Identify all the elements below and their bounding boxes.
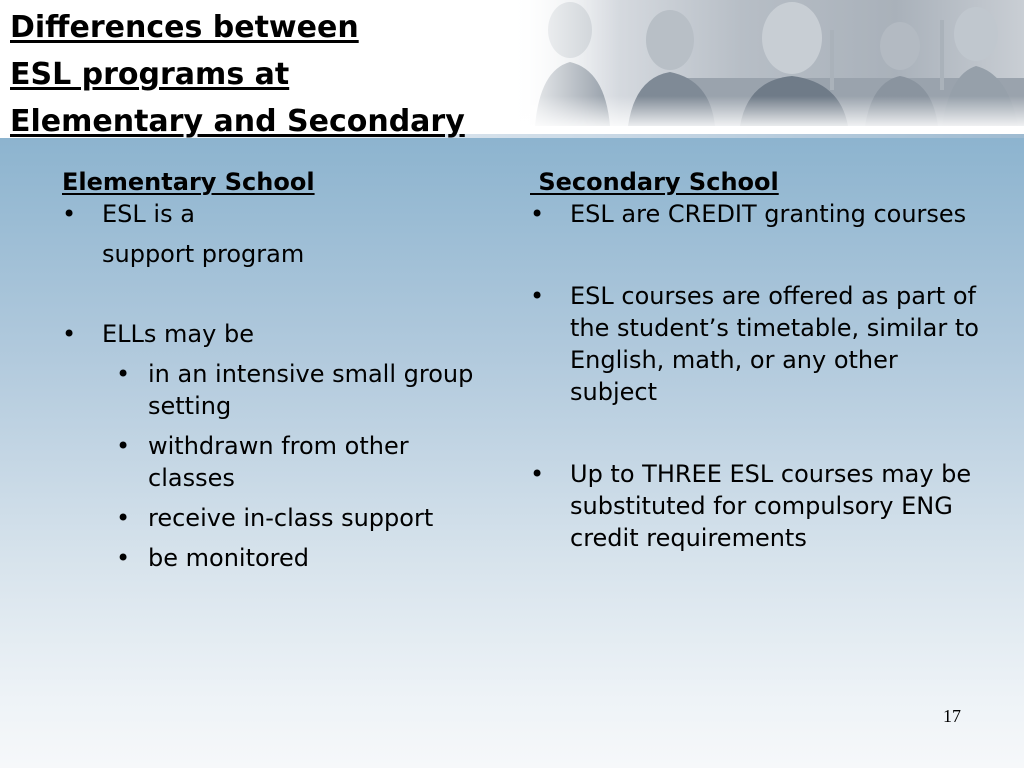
- elementary-item-1-line-2: support program: [102, 240, 305, 268]
- slide-title-line-2: ESL programs at: [10, 57, 290, 92]
- slide-title: [10, 4, 520, 145]
- secondary-item: • ESL courses are offered as part of the student’s timetable, similar to English, math, or any other subject: [530, 280, 990, 408]
- secondary-item: • ESL are CREDIT granting courses: [530, 198, 990, 230]
- elementary-heading: Elementary School: [62, 168, 315, 196]
- elementary-item-1-line-1: ESL is a: [102, 200, 195, 228]
- secondary-list: [530, 198, 990, 554]
- elementary-subitem: • withdrawn from other classes: [102, 430, 492, 494]
- elementary-item-2-text: ELLs may be: [102, 320, 254, 348]
- elementary-sublist: [102, 358, 492, 574]
- slide-title-line-3: Elementary and Secondary: [10, 104, 465, 139]
- slide-title-line-1: Differences between: [10, 10, 359, 45]
- page-number: 17: [943, 706, 961, 726]
- secondary-heading: Secondary School: [530, 168, 779, 196]
- secondary-column: [530, 166, 990, 604]
- elementary-subitem: • be monitored: [102, 542, 492, 574]
- elementary-item-2: [62, 318, 492, 574]
- elementary-list: [62, 198, 492, 574]
- photo-bottom-fade: [510, 96, 1024, 126]
- secondary-item: • Up to THREE ESL courses may be substituted for compulsory ENG credit requirements: [530, 458, 990, 554]
- students-photo-banner: [510, 0, 1024, 126]
- elementary-column: [62, 166, 492, 622]
- elementary-subitem: • in an intensive small group setting: [102, 358, 492, 422]
- elementary-subitem: • receive in-class support: [102, 502, 492, 534]
- elementary-item-1: [62, 198, 492, 270]
